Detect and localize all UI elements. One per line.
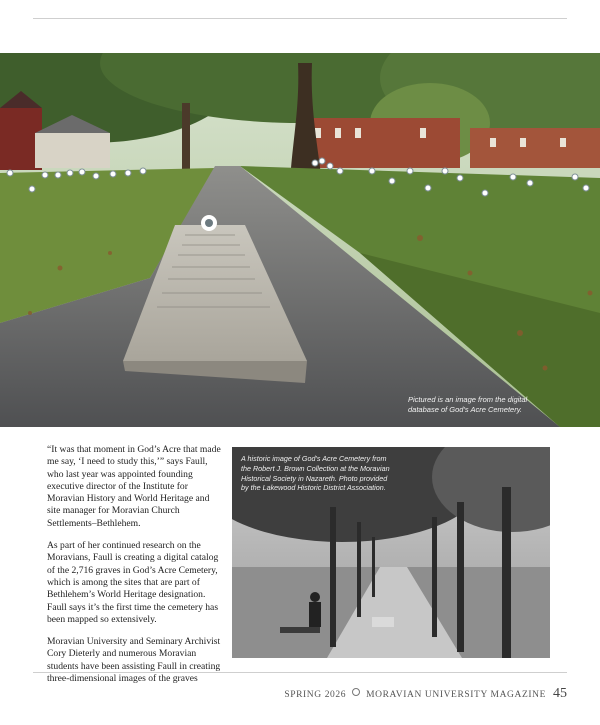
page-number: 45 [553,686,567,701]
magazine-name: MORAVIAN UNIVERSITY MAGAZINE [366,690,546,700]
bottom-rule [33,672,567,673]
issue-label: SPRING 2026 [284,690,347,700]
top-rule [33,18,567,19]
separator-dot-icon [352,688,360,696]
article-paragraph: As part of her continued research on the Moravians, Faull is creating a digital catalog of the 2,716 graves in God’s Acre Cemetery, which is among the sites that are part of Bethlehem’s World Heritage designation. Faull says it’s the first time the cemetery has been mapped so extensively. [47,540,219,625]
page-footer [284,686,567,702]
historic-photo [232,447,550,658]
article-body [47,444,223,695]
article-paragraph: Moravian University and Seminary Archivist Cory Dieterly and numerous Moravian students have been assisting Faull in creating three-dimensional images of the graves [47,636,221,685]
historic-photo-caption: A historic image of God’s Acre Cemetery from the Robert J. Brown Collection at the Moravian Historical Society in Nazareth. Photo provided by the Lakewood Historic District Association. [241,454,390,493]
cemetery-path-illustration [0,53,600,427]
hero-caption: Pictured is an image from the digital database of God's Acre Cemetery. [408,395,528,414]
hero-photo [0,53,600,427]
article-paragraph: “It was that moment in God’s Acre that made me say, ‘I need to study this,’” says Faull, who last year was appointed founding executive director of the Institute for Moravian History and World Heritage and site manager for Moravian Church Settlements–Bethlehem. [47,444,221,529]
